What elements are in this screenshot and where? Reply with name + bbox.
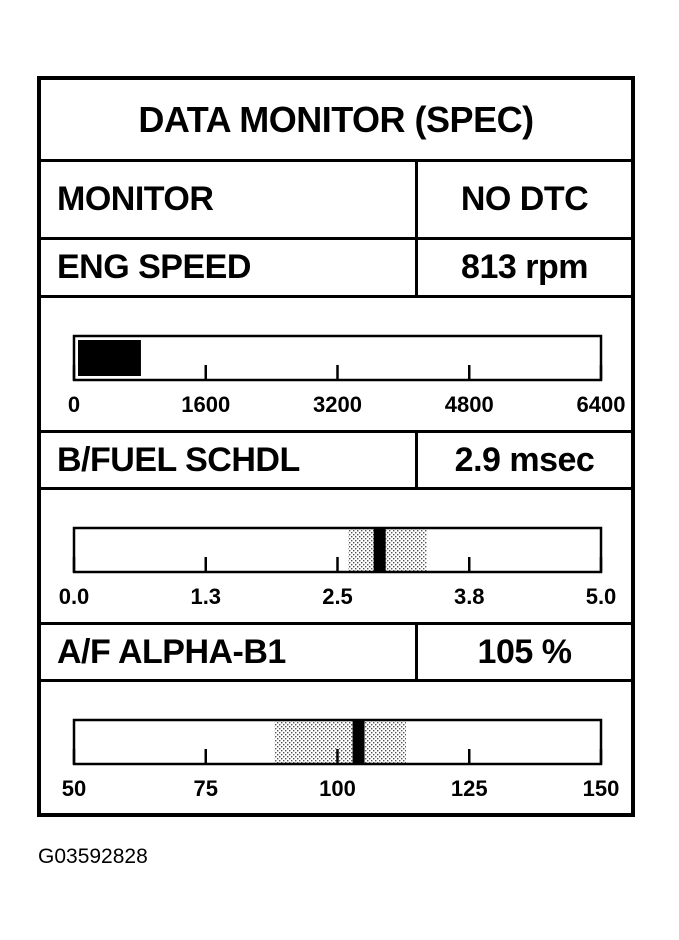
tick-label: 3.8 xyxy=(453,584,485,609)
param-row-bfuel-schdl xyxy=(41,433,631,490)
tick-label: 2.5 xyxy=(322,584,353,609)
panel-title: DATA MONITOR (SPEC) xyxy=(41,80,631,162)
tick-label: 50 xyxy=(61,776,87,801)
monitor-status-row xyxy=(41,162,631,240)
tick-label: 1600 xyxy=(181,392,231,417)
monitor-status-value: NO DTC xyxy=(460,180,589,218)
gauge-row-bfuel-schdl xyxy=(41,490,631,625)
af-alpha-b1-gauge xyxy=(41,682,631,814)
tick-label: 1.3 xyxy=(190,584,222,609)
value-marker xyxy=(353,720,365,764)
eng-speed-gauge xyxy=(41,298,631,430)
gauge-row-af-alpha-b1 xyxy=(41,682,631,817)
param-name: ENG SPEED xyxy=(41,240,418,295)
tick-label: 4800 xyxy=(444,392,494,417)
param-value: 2.9 msec xyxy=(454,440,595,479)
tick-label: 150 xyxy=(582,776,620,801)
tick-label: 75 xyxy=(193,776,218,801)
tick-label: 5.0 xyxy=(585,584,617,609)
param-name: B/FUEL SCHDL xyxy=(41,433,418,487)
spec-range-band xyxy=(348,528,427,572)
data-monitor-panel xyxy=(37,76,635,817)
param-name: A/F ALPHA-B1 xyxy=(41,625,418,679)
param-row-af-alpha-b1 xyxy=(41,625,631,682)
value-fill-bar xyxy=(78,340,141,376)
monitor-label: MONITOR xyxy=(41,162,418,237)
spec-range-band xyxy=(274,720,406,764)
tick-label: 100 xyxy=(319,776,356,801)
tick-label: 125 xyxy=(450,776,488,801)
gauge-row-eng-speed xyxy=(41,298,631,433)
tick-label: 0 xyxy=(67,392,81,417)
value-marker xyxy=(374,528,386,572)
figure-id: G03592828 xyxy=(38,845,148,868)
param-row-eng-speed xyxy=(41,240,631,298)
param-value: 813 rpm xyxy=(461,248,588,286)
tick-label: 6400 xyxy=(576,392,626,417)
param-value: 105 % xyxy=(477,632,572,671)
tick-label: 3200 xyxy=(313,392,362,417)
tick-label: 0.0 xyxy=(58,584,90,609)
bfuel-schdl-gauge xyxy=(41,490,631,622)
